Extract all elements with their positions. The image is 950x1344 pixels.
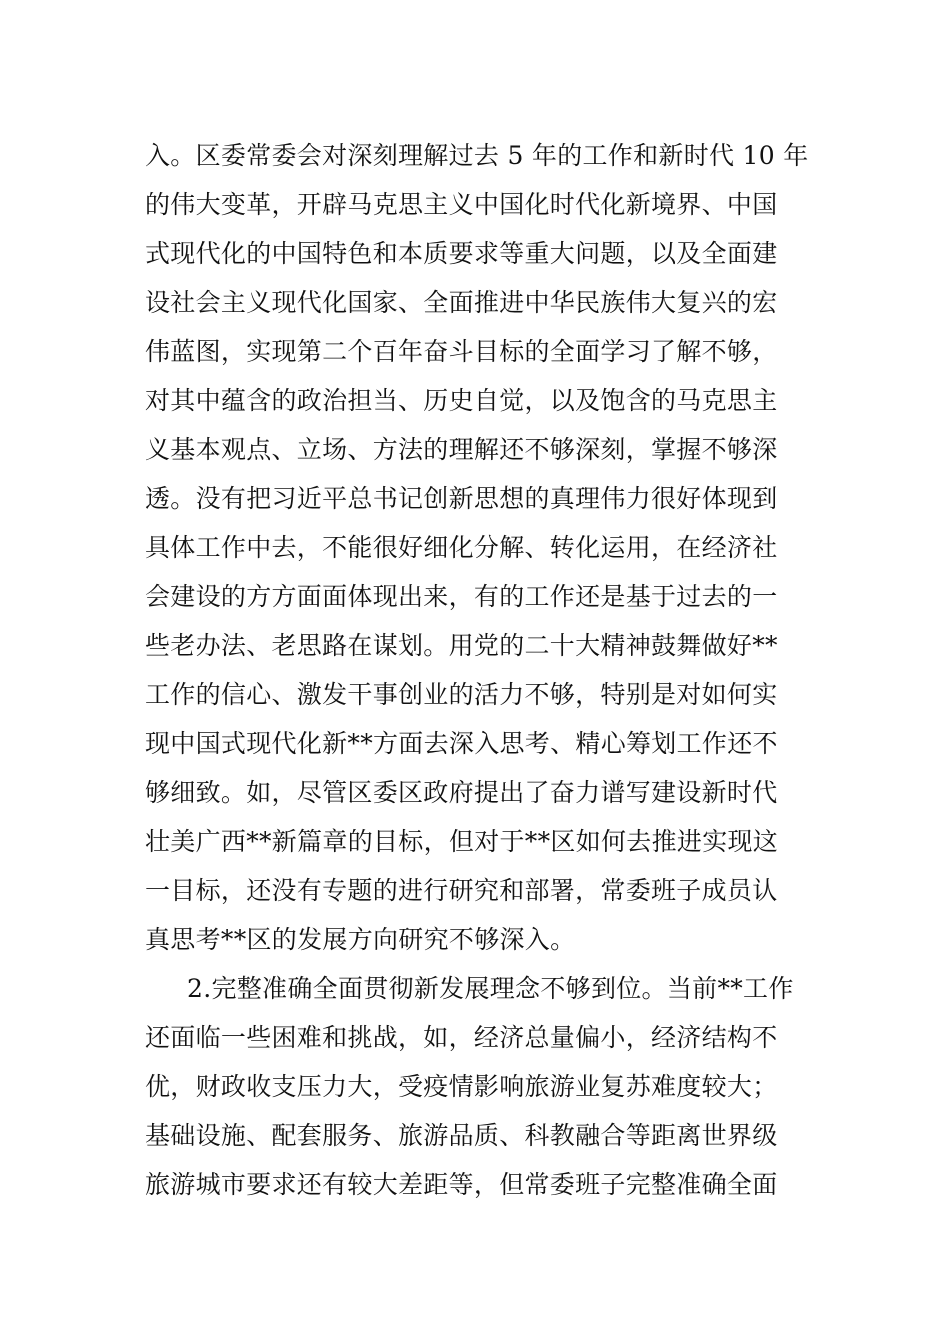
text-line: 够细致。如，尽管区委区政府提出了奋力谱写建设新时代	[145, 778, 778, 807]
text-line: 入。区委常委会对深刻理解过去 5 年的工作和新时代 10 年	[145, 141, 809, 170]
paragraph-1	[145, 131, 825, 964]
text-line: 义基本观点、立场、方法的理解还不够深刻，掌握不够深	[145, 435, 778, 464]
text-line: 具体工作中去，不能很好细化分解、转化运用，在经济社	[145, 533, 778, 562]
text-line: 伟蓝图，实现第二个百年奋斗目标的全面学习了解不够，	[145, 337, 778, 366]
text-line: 设社会主义现代化国家、全面推进中华民族伟大复兴的宏	[145, 288, 778, 317]
text-line: 对其中蕴含的政治担当、历史自觉，以及饱含的马克思主	[145, 386, 778, 415]
text-line: 优，财政收支压力大，受疫情影响旅游业复苏难度较大；	[145, 1072, 778, 1101]
text-line: 还面临一些困难和挑战，如，经济总量偏小，经济结构不	[145, 1023, 778, 1052]
text-line: 现中国式现代化新**方面去深入思考、精心筹划工作还不	[145, 729, 778, 758]
text-line: 的伟大变革，开辟马克思主义中国化时代化新境界、中国	[145, 190, 778, 219]
paragraph-2	[145, 964, 825, 1209]
text-line: 基础设施、配套服务、旅游品质、科教融合等距离世界级	[145, 1121, 778, 1150]
text-line: 工作的信心、激发干事创业的活力不够，特别是对如何实	[145, 680, 778, 709]
text-line: 壮美广西**新篇章的目标，但对于**区如何去推进实现这	[145, 827, 779, 856]
text-line: 一目标，还没有专题的进行研究和部署，常委班子成员认	[145, 876, 778, 905]
body-text	[145, 131, 825, 1209]
text-line: 式现代化的中国特色和本质要求等重大问题，以及全面建	[145, 239, 778, 268]
text-line: 2.完整准确全面贯彻新发展理念不够到位。当前**工作	[187, 974, 794, 1003]
text-line: 些老办法、老思路在谋划。用党的二十大精神鼓舞做好**	[145, 631, 778, 660]
text-line: 透。没有把习近平总书记创新思想的真理伟力很好体现到	[145, 484, 778, 513]
text-line: 旅游城市要求还有较大差距等，但常委班子完整准确全面	[145, 1170, 778, 1199]
text-line: 真思考**区的发展方向研究不够深入。	[145, 925, 576, 954]
text-line: 会建设的方方面面体现出来，有的工作还是基于过去的一	[145, 582, 778, 611]
